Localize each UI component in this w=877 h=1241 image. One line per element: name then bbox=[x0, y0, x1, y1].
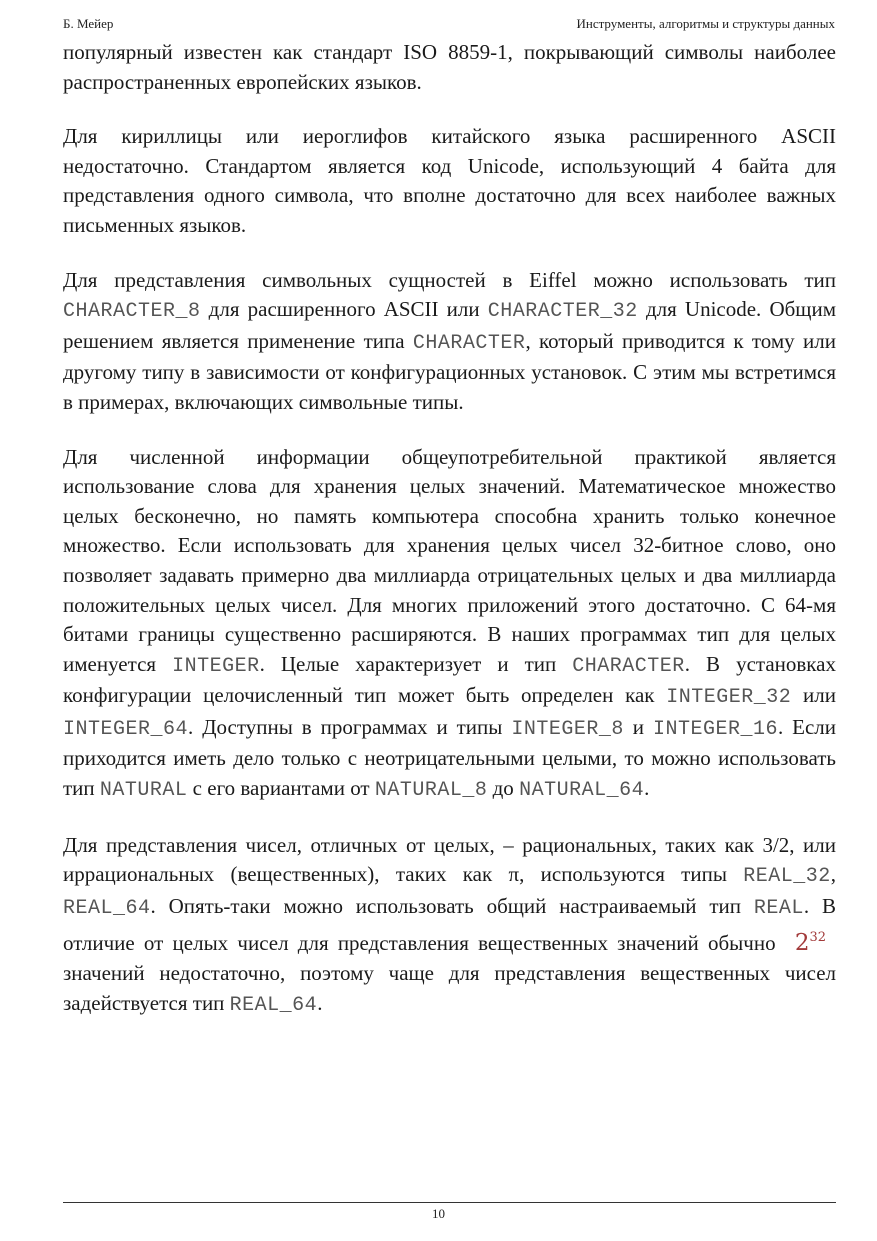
code-term: NATURAL_8 bbox=[374, 779, 488, 803]
paragraph-text: . В отличие от целых чисел для представления вещественных значений обычно bbox=[63, 893, 836, 956]
code-term: INTEGER_32 bbox=[666, 686, 792, 710]
power-formula bbox=[795, 930, 826, 956]
paragraph-text: популярный известен как стандарт ISO 8859-1, покрывающий символы наиболее распространенных европейских языков. bbox=[63, 40, 836, 94]
paragraph-4 bbox=[63, 443, 836, 806]
paragraph-5 bbox=[63, 831, 836, 1021]
paragraph-text: Для представления символьных сущностей в Eiffel можно использовать тип bbox=[63, 267, 836, 292]
paragraph-3 bbox=[63, 266, 836, 418]
code-term: NATURAL bbox=[99, 779, 188, 803]
code-term: NATURAL_64 bbox=[519, 779, 645, 803]
code-term: CHARACTER_8 bbox=[63, 300, 201, 324]
code-term: REAL_64 bbox=[63, 896, 151, 920]
code-term: REAL bbox=[753, 896, 804, 920]
paragraph-text: . Целые характеризует и тип bbox=[259, 651, 573, 676]
code-term: INTEGER_16 bbox=[652, 717, 778, 741]
code-term: INTEGER_64 bbox=[63, 717, 189, 741]
paragraph-text: для расширенного ASCII или bbox=[200, 297, 488, 322]
running-header-author: Б. Мейер bbox=[63, 16, 114, 31]
code-term: REAL_32 bbox=[743, 865, 831, 889]
code-term: CHARACTER bbox=[412, 331, 526, 355]
paragraph-text: до bbox=[487, 776, 520, 801]
paragraph-text: для Unicode. Общим решением является применение типа bbox=[63, 297, 836, 353]
paragraph-text: . bbox=[317, 990, 323, 1015]
code-term: CHARACTER_32 bbox=[487, 300, 638, 324]
page-number: 10 bbox=[432, 1206, 445, 1221]
paragraph-text: Для численной информации общеупотребительной практикой является использование слова для хранения целых значений. Математическое множество целых бесконечно, но память компьютера способна хранить только конечное множество. Если использовать для хранения целых чисел 32-битное слово, оно позволяет задавать примерно два миллиарда отрицательных целых и два миллиарда положительных целых чисел. Для многих приложений этого достаточно. С 64-мя битами границы существенно расширяются. В наших программах тип для целых именуется bbox=[63, 444, 836, 676]
paragraph-text: Для представления чисел, отличных от целых, – рациональных, таких как 3/2, или иррациональных (вещественных), таких как π, используются типы bbox=[63, 832, 836, 887]
body-text bbox=[63, 38, 836, 1045]
formula-base: 2 bbox=[794, 930, 810, 957]
paragraph-text: , который приводится к тому или другому типу в зависимости от конфигурационных установок. С этим мы встретимся в примерах, включающих символьные типы. bbox=[63, 328, 836, 414]
paragraph-text: . bbox=[644, 776, 650, 801]
code-term: INTEGER bbox=[172, 654, 260, 678]
code-term: INTEGER_8 bbox=[511, 717, 624, 741]
paragraph-text: . Опять-таки можно использовать общий настраиваемый тип bbox=[150, 893, 754, 918]
paragraph-text: и bbox=[623, 714, 653, 739]
code-term: CHARACTER bbox=[572, 654, 685, 678]
code-term: REAL_64 bbox=[229, 993, 318, 1017]
paragraph-1 bbox=[63, 38, 836, 97]
paragraph-text: Для кириллицы или иероглифов китайского языка расширенного ASCII недостаточно. Стандартом является код Unicode, использующий 4 байта для представления одного символа, что вполне достаточно для всех наиболее важных письменных языков. bbox=[63, 124, 836, 237]
paragraph-text: или bbox=[791, 683, 836, 708]
paragraph-text: . В установках конфигурации целочисленный тип может быть определен как bbox=[63, 651, 837, 708]
formula-exponent: 32 bbox=[809, 930, 826, 946]
running-header-title: Инструменты, алгоритмы и структуры данных bbox=[576, 16, 835, 31]
paragraph-text: , bbox=[830, 862, 836, 887]
paragraph-text: с его вариантами от bbox=[187, 776, 375, 801]
footer-divider bbox=[63, 1202, 836, 1203]
paragraph-text: . Если приходится иметь дело только с неотрицательными целыми, то можно использовать тип bbox=[63, 714, 837, 801]
paragraph-text: . Доступны в программах и типы bbox=[188, 714, 512, 739]
paragraph-2 bbox=[63, 122, 836, 240]
paragraph-text: значений недостаточно, поэтому чаще для представления вещественных чисел задействуется тип bbox=[63, 961, 836, 1015]
